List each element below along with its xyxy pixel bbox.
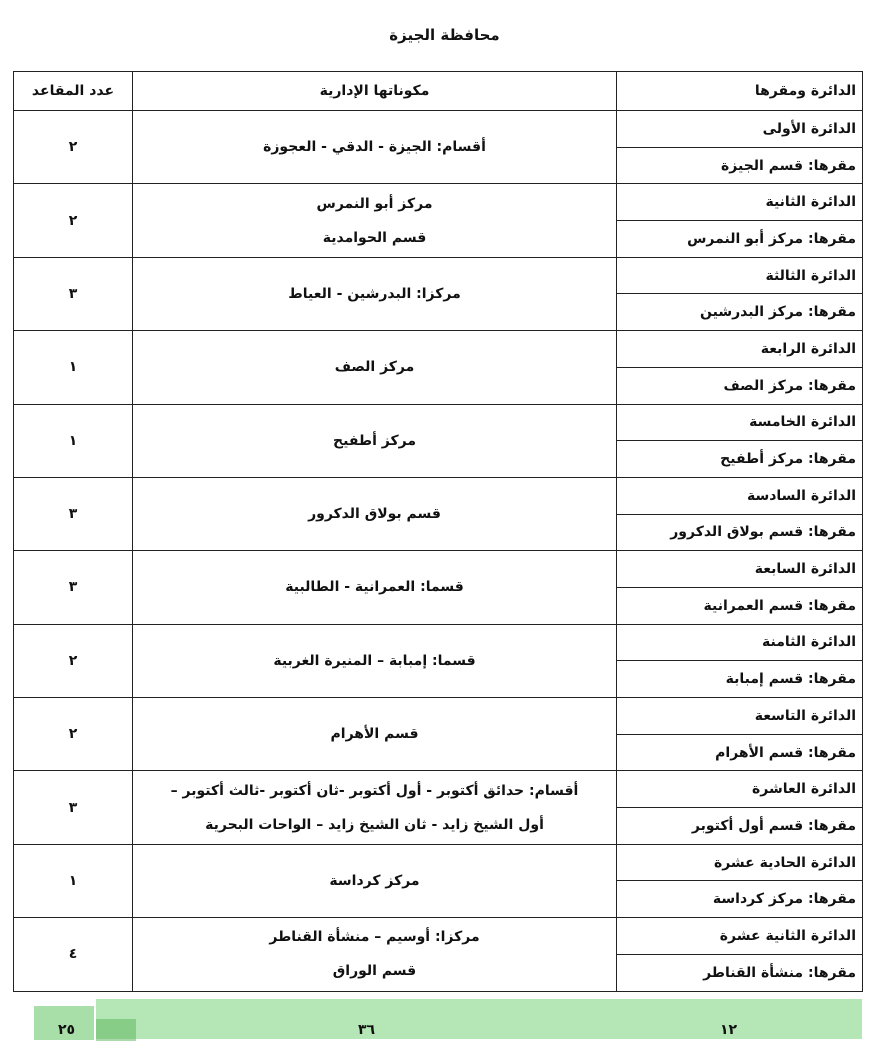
district-components	[133, 551, 617, 624]
component-line: مركزا: البدرشين - العياط	[288, 285, 461, 302]
district-row	[14, 184, 863, 221]
district-headquarters: مقرها: مركز البدرشين	[617, 294, 863, 331]
header-components: مكوناتها الإدارية	[133, 72, 617, 111]
district-row	[14, 698, 863, 735]
header-seats: عدد المقاعد	[14, 72, 133, 111]
component-line: قسم الوراق	[332, 963, 417, 980]
total-row-highlight	[96, 999, 862, 1039]
component-line: قسما: إمبابة – المنيرة الغربية	[273, 652, 476, 669]
district-row	[14, 624, 863, 661]
district-seats: ٢	[14, 698, 133, 771]
district-seats: ١	[14, 404, 133, 477]
district-headquarters: مقرها: قسم الأهرام	[617, 734, 863, 771]
component-line: قسم الأهرام	[330, 726, 419, 743]
district-name: الدائرة الخامسة	[617, 404, 863, 441]
component-line: مركزا: أوسيم – منشأة القناطر	[269, 929, 480, 946]
component-line: مركز أبو النمرس	[316, 195, 433, 212]
district-seats: ٣	[14, 771, 133, 844]
component-line: مركز الصف	[334, 359, 415, 376]
district-name: الدائرة الثالثة	[617, 257, 863, 294]
district-row	[14, 771, 863, 808]
component-line: مركز كرداسة	[329, 872, 420, 889]
district-seats: ٣	[14, 477, 133, 550]
component-line: قسم الحوامدية	[322, 229, 427, 246]
district-name: الدائرة التاسعة	[617, 698, 863, 735]
district-components	[133, 771, 617, 844]
district-headquarters: مقرها: مركز أبو النمرس	[617, 221, 863, 258]
district-components	[133, 844, 617, 917]
district-seats: ١	[14, 844, 133, 917]
district-headquarters: مقرها: قسم أول أكتوبر	[617, 808, 863, 845]
district-headquarters: مقرها: قسم الجيزة	[617, 147, 863, 184]
district-components	[133, 331, 617, 404]
district-headquarters: مقرها: قسم العمرانية	[617, 587, 863, 624]
district-headquarters: مقرها: مركز الصف	[617, 367, 863, 404]
header-district: الدائرة ومقرها	[617, 72, 863, 111]
component-line: قسم بولاق الدكرور	[308, 506, 441, 523]
district-name: الدائرة الرابعة	[617, 331, 863, 368]
district-row	[14, 918, 863, 955]
district-components	[133, 184, 617, 257]
district-seats: ١	[14, 331, 133, 404]
component-line: قسما: العمرانية - الطالبية	[285, 579, 464, 596]
district-row	[14, 111, 863, 148]
district-seats: ٤	[14, 918, 133, 991]
total-seats: ٢٥	[58, 1022, 76, 1038]
district-headquarters: مقرها: قسم إمبابة	[617, 661, 863, 698]
district-row	[14, 331, 863, 368]
district-name: الدائرة العاشرة	[617, 771, 863, 808]
district-components	[133, 404, 617, 477]
district-headquarters: مقرها: قسم بولاق الدكرور	[617, 514, 863, 551]
component-line: أقسام: الجيزة - الدقي - العجوزة	[263, 139, 486, 156]
district-name: الدائرة الثانية	[617, 184, 863, 221]
district-components	[133, 111, 617, 184]
district-row	[14, 257, 863, 294]
district-name: الدائرة السابعة	[617, 551, 863, 588]
district-name: الدائرة السادسة	[617, 477, 863, 514]
district-headquarters: مقرها: منشأة القناطر	[617, 954, 863, 991]
component-line: مركز أطفيح	[333, 432, 416, 449]
district-name: الدائرة الثامنة	[617, 624, 863, 661]
district-row	[14, 551, 863, 588]
component-line: أقسام: حدائق أكتوبر - أول أكتوبر -ثان أكتوبر -ثالث أكتوبر –	[170, 782, 579, 799]
total-components: ٣٦	[358, 1022, 376, 1038]
districts-table	[13, 71, 863, 992]
district-components	[133, 257, 617, 330]
district-name: الدائرة الأولى	[617, 111, 863, 148]
header-row	[14, 72, 863, 111]
total-mid-highlight	[96, 1019, 136, 1041]
district-seats: ٢	[14, 111, 133, 184]
component-line: أول الشيخ زايد - ثان الشيخ زايد – الواحات البحرية	[205, 816, 544, 833]
district-seats: ٣	[14, 551, 133, 624]
district-row	[14, 404, 863, 441]
district-seats: ٢	[14, 184, 133, 257]
district-headquarters: مقرها: مركز أطفيح	[617, 441, 863, 478]
district-row	[14, 844, 863, 881]
page-title: محافظة الجيزة	[389, 26, 500, 44]
district-components	[133, 918, 617, 991]
district-seats: ٣	[14, 257, 133, 330]
table-body	[14, 111, 863, 992]
district-headquarters: مقرها: مركز كرداسة	[617, 881, 863, 918]
district-seats: ٢	[14, 624, 133, 697]
district-components	[133, 477, 617, 550]
district-name: الدائرة الثانية عشرة	[617, 918, 863, 955]
district-row	[14, 477, 863, 514]
district-components	[133, 624, 617, 697]
district-name: الدائرة الحادية عشرة	[617, 844, 863, 881]
district-components	[133, 698, 617, 771]
total-districts: ١٢	[720, 1022, 738, 1038]
